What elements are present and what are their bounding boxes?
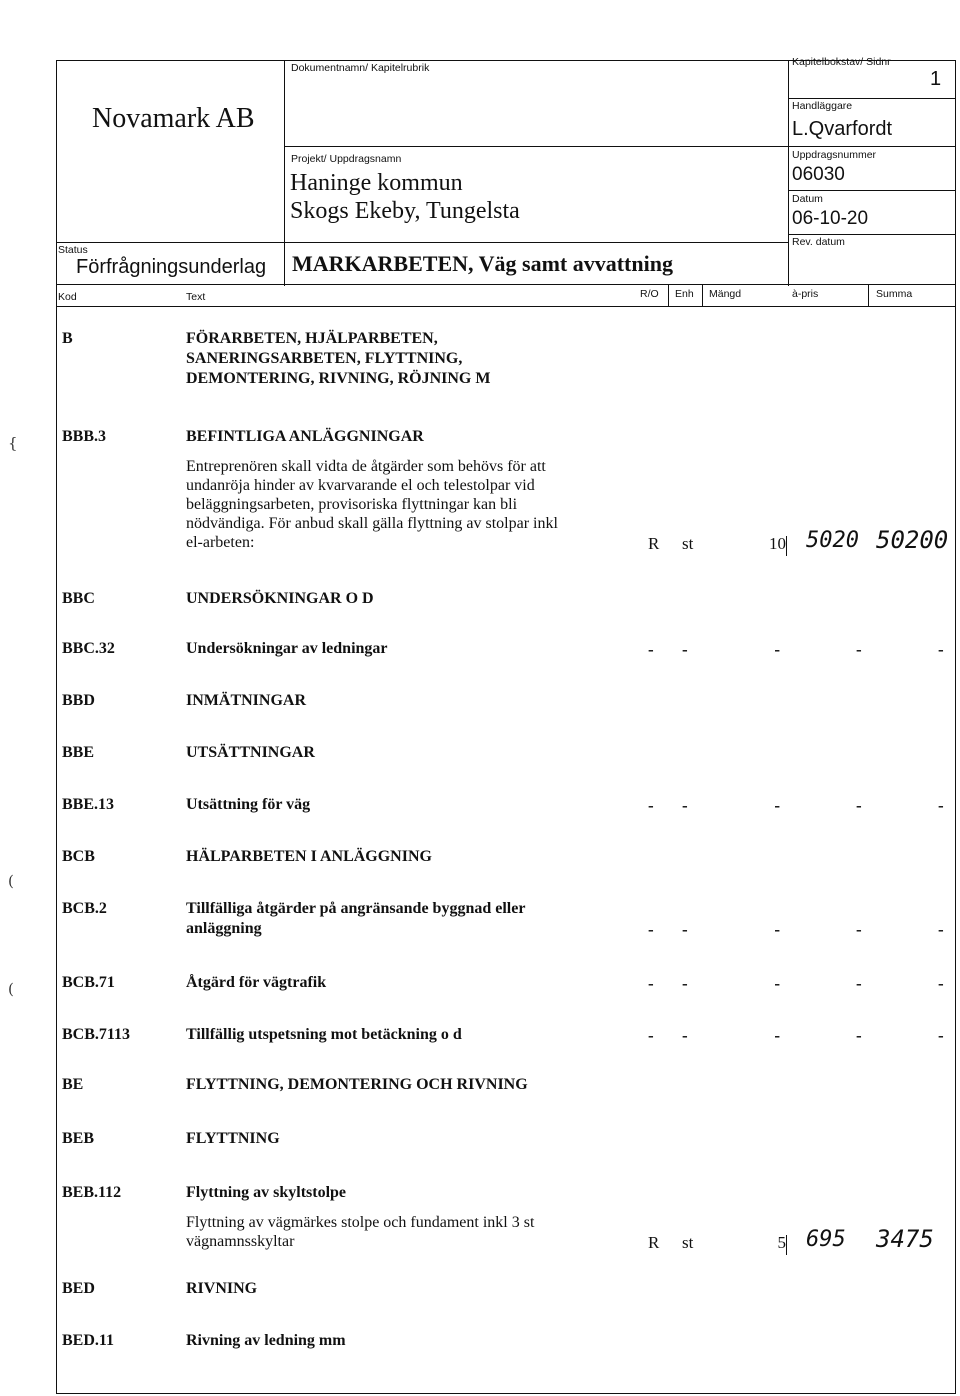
rule bbox=[702, 284, 703, 306]
column-header-kod: Kod bbox=[58, 291, 77, 303]
item-description: undanröja hinder av kvarvarande el och telestolpar vid bbox=[186, 477, 535, 494]
item-heading: DEMONTERING, RIVNING, RÖJNING M bbox=[186, 370, 491, 387]
project-line-2: Skogs Ekeby, Tungelsta bbox=[290, 198, 520, 224]
item-unit: st bbox=[682, 534, 694, 553]
company-name: Novamark AB bbox=[92, 103, 255, 134]
item-unit: - bbox=[682, 1026, 688, 1045]
item-unit: - bbox=[682, 974, 688, 993]
item-heading: HÄLPARBETEN I ANLÄGGNING bbox=[186, 848, 432, 865]
item-code: BBC.32 bbox=[62, 640, 115, 657]
item-code: BE bbox=[62, 1076, 84, 1093]
column-header-mangd: Mängd bbox=[709, 288, 742, 300]
item-sum: - bbox=[938, 1026, 944, 1045]
item-code: BEB bbox=[62, 1130, 95, 1147]
item-unit: - bbox=[682, 796, 688, 815]
item-unit-price: - bbox=[856, 796, 862, 815]
item-ro: R bbox=[648, 534, 660, 553]
margin-mark: ( bbox=[8, 980, 14, 998]
item-code: BBC bbox=[62, 590, 95, 607]
item-heading: Tillfällig utspetsning mot betäckning o d bbox=[186, 1026, 462, 1043]
item-quantity: - bbox=[774, 796, 780, 815]
item-unit-price: - bbox=[856, 920, 862, 939]
item-code: BEB.112 bbox=[62, 1184, 122, 1201]
item-unit: st bbox=[682, 1233, 694, 1252]
rule bbox=[284, 146, 788, 147]
chapter-label: Kapitelbokstav/ Sidnr bbox=[792, 56, 891, 68]
project-line-1: Haninge kommun bbox=[290, 170, 463, 196]
rule bbox=[284, 242, 788, 243]
rule bbox=[786, 536, 787, 556]
item-heading: UNDERSÖKNINGAR O D bbox=[186, 590, 374, 607]
project-label: Projekt/ Uppdragsnamn bbox=[291, 153, 402, 165]
item-sum: 3475 bbox=[876, 1225, 934, 1253]
item-unit-price: 695 bbox=[806, 1227, 846, 1252]
rule bbox=[788, 60, 789, 286]
status-label: Status bbox=[58, 244, 88, 256]
handler-name: L.Qvarfordt bbox=[792, 118, 893, 140]
item-heading: Åtgärd för vägtrafik bbox=[186, 974, 327, 991]
item-heading: FÖRARBETEN, HJÄLPARBETEN, bbox=[186, 330, 438, 347]
rule bbox=[788, 146, 956, 147]
item-description: nödvändiga. För anbud skall gälla flyttning av stolpar inkl bbox=[186, 515, 558, 532]
item-heading: Utsättning för väg bbox=[186, 796, 311, 813]
item-sum: - bbox=[938, 974, 944, 993]
item-code: BCB.71 bbox=[62, 974, 115, 991]
item-sum: 50200 bbox=[876, 526, 949, 554]
column-header-apris: à-pris bbox=[792, 288, 819, 300]
handler-label: Handläggare bbox=[792, 100, 853, 112]
item-code: BED.11 bbox=[62, 1332, 115, 1349]
column-header-summa: Summa bbox=[876, 288, 913, 300]
item-heading: Flyttning av skyltstolpe bbox=[186, 1184, 347, 1201]
item-heading: Tillfälliga åtgärder på angränsande byggnad eller bbox=[186, 900, 526, 917]
item-ro: - bbox=[648, 920, 654, 939]
item-code: BCB.7113 bbox=[62, 1026, 131, 1043]
rule bbox=[786, 1235, 787, 1255]
item-ro: R bbox=[648, 1233, 660, 1252]
item-sum: - bbox=[938, 920, 944, 939]
rule bbox=[284, 60, 285, 286]
page-number: 1 bbox=[930, 68, 942, 90]
rev-date-label: Rev. datum bbox=[792, 236, 845, 248]
document-title: MARKARBETEN, Väg samt avvattning bbox=[292, 251, 673, 276]
item-unit-price: 5020 bbox=[806, 528, 859, 553]
item-ro: - bbox=[648, 796, 654, 815]
column-header-enh: Enh bbox=[675, 288, 694, 300]
item-quantity: - bbox=[774, 1026, 780, 1045]
rule bbox=[788, 98, 956, 99]
item-code: BBB.3 bbox=[62, 428, 107, 445]
item-description: beläggningsarbeten, provisoriska flyttningar kan bli bbox=[186, 496, 518, 513]
date-label: Datum bbox=[792, 193, 823, 205]
item-heading: Undersökningar av ledningar bbox=[186, 640, 388, 657]
item-heading: UTSÄTTNINGAR bbox=[186, 744, 315, 761]
item-ro: - bbox=[648, 1026, 654, 1045]
item-heading: RIVNING bbox=[186, 1280, 258, 1297]
item-code: BBD bbox=[62, 692, 95, 709]
item-code: B bbox=[62, 330, 73, 347]
item-unit: - bbox=[682, 920, 688, 939]
item-heading: FLYTTNING, DEMONTERING OCH RIVNING bbox=[186, 1076, 528, 1093]
item-heading: INMÄTNINGAR bbox=[186, 692, 306, 709]
column-header-text: Text bbox=[186, 291, 206, 303]
rule bbox=[56, 306, 956, 307]
rule bbox=[868, 284, 869, 306]
item-quantity: - bbox=[774, 974, 780, 993]
item-description: el-arbeten: bbox=[186, 534, 255, 551]
item-code: BCB.2 bbox=[62, 900, 107, 917]
margin-mark: ( bbox=[8, 872, 14, 890]
item-code: BBE.13 bbox=[62, 796, 115, 813]
margin-mark: { bbox=[8, 434, 18, 452]
item-unit-price: - bbox=[856, 1026, 862, 1045]
rule bbox=[668, 284, 669, 306]
item-description: Entreprenören skall vidta de åtgärder som behövs för att bbox=[186, 458, 546, 475]
item-description: Flyttning av vägmärkes stolpe och fundament inkl 3 st bbox=[186, 1214, 535, 1231]
date-value: 06-10-20 bbox=[792, 208, 869, 229]
item-heading: Rivning av ledning mm bbox=[186, 1332, 346, 1349]
column-header-ro: R/O bbox=[640, 288, 659, 300]
doc-label: Dokumentnamn/ Kapitelrubrik bbox=[291, 62, 430, 74]
rule bbox=[56, 242, 284, 243]
item-heading: FLYTTNING bbox=[186, 1130, 280, 1147]
item-quantity: - bbox=[774, 640, 780, 659]
item-ro: - bbox=[648, 640, 654, 659]
item-unit-price: - bbox=[856, 640, 862, 659]
item-unit-price: - bbox=[856, 974, 862, 993]
item-description: vägnamnsskyltar bbox=[186, 1233, 295, 1250]
item-code: BED bbox=[62, 1280, 95, 1297]
rule bbox=[56, 284, 956, 285]
item-quantity: 10 bbox=[769, 534, 786, 553]
assignment-number: 06030 bbox=[792, 164, 845, 185]
item-code: BBE bbox=[62, 744, 95, 761]
item-quantity: 5 bbox=[777, 1233, 786, 1252]
assignment-label: Uppdragsnummer bbox=[792, 149, 877, 161]
item-code: BCB bbox=[62, 848, 95, 865]
item-heading: anläggning bbox=[186, 920, 262, 937]
item-ro: - bbox=[648, 974, 654, 993]
item-heading: BEFINTLIGA ANLÄGGNINGAR bbox=[186, 428, 424, 445]
status-value: Förfrågningsunderlag bbox=[76, 256, 267, 278]
item-sum: - bbox=[938, 640, 944, 659]
rule bbox=[788, 234, 956, 235]
item-sum: - bbox=[938, 796, 944, 815]
item-heading: SANERINGSARBETEN, FLYTTNING, bbox=[186, 350, 463, 367]
item-unit: - bbox=[682, 640, 688, 659]
item-quantity: - bbox=[774, 920, 780, 939]
rule bbox=[788, 190, 956, 191]
